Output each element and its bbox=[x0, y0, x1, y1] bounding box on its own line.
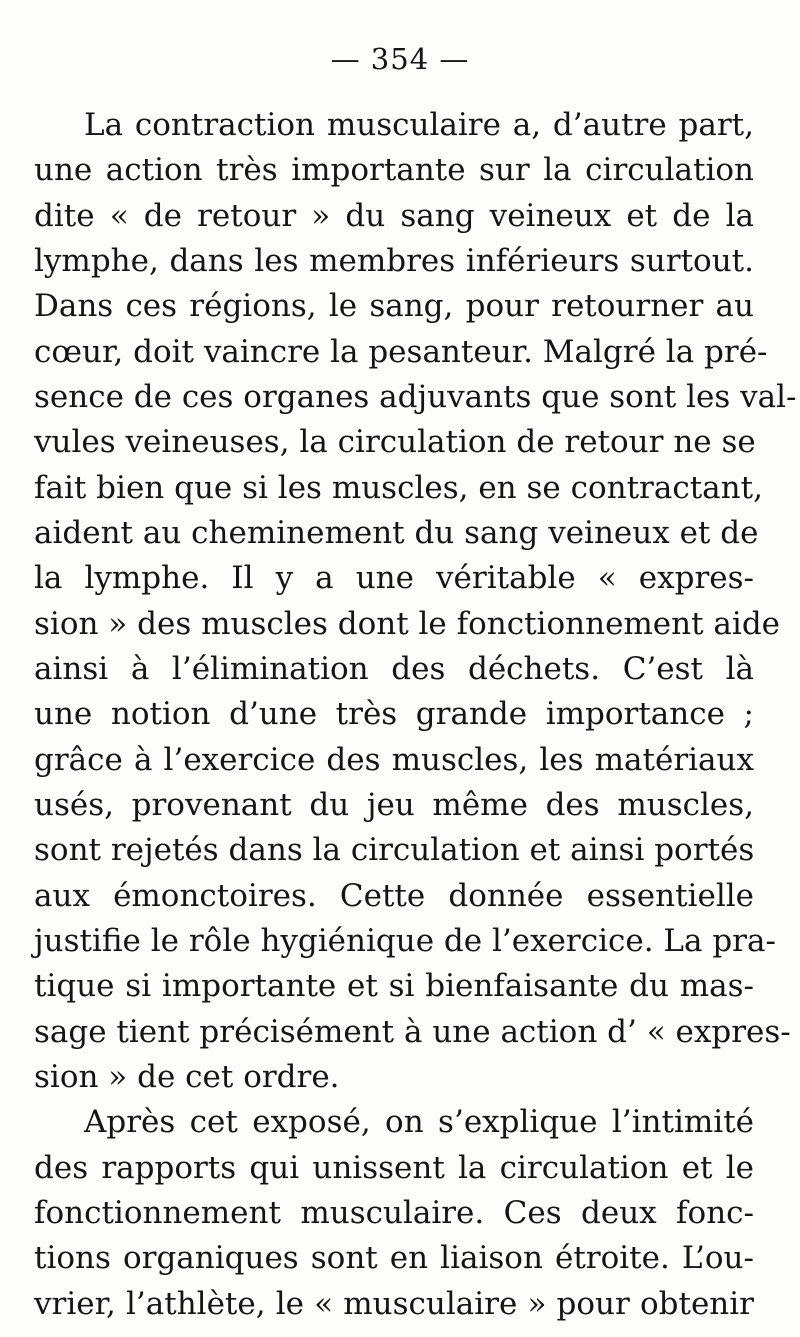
text-line: fait bien que si les muscles, en se contractant, bbox=[34, 470, 763, 506]
text-line: une action très importante sur la circulation bbox=[34, 152, 754, 188]
text-line: justifie le rôle hygiénique de l’exercice. La pra- bbox=[34, 923, 776, 959]
text-line: sion » des muscles dont le fonctionnement aide bbox=[34, 606, 781, 642]
text-line: vrier, l’athlète, le « musculaire » pour obtenir bbox=[34, 1286, 754, 1322]
text-line: aux émonctoires. Cette donnée essentielle bbox=[34, 878, 754, 914]
text-line: sont rejetés dans la circulation et ainsi portés bbox=[34, 832, 755, 868]
text-line: sion » de cet ordre. bbox=[34, 1059, 340, 1095]
text-line: fonctionnement musculaire. Ces deux fonc- bbox=[34, 1195, 754, 1231]
text-line: dite « de retour » du sang veineux et de la bbox=[34, 198, 754, 234]
text-line: tique si importante et si bienfaisante du mas- bbox=[34, 968, 754, 1004]
text-line: La contraction musculaire a, d’autre part, bbox=[84, 107, 754, 143]
text-line: aident au cheminement du sang veineux et de bbox=[34, 515, 759, 551]
text-line: Dans ces régions, le sang, pour retourner au bbox=[34, 288, 754, 324]
text-line: lymphe, dans les membres inférieurs surtout. bbox=[34, 243, 754, 279]
text-line: tions organiques sont en liaison étroite. L’ou- bbox=[34, 1240, 754, 1276]
text-line: la lymphe. Il y a une véritable « expres- bbox=[34, 560, 754, 596]
text-line: des rapports qui unissent la circulation et le bbox=[34, 1150, 754, 1186]
text-line: grâce à l’exercice des muscles, les matériaux bbox=[34, 742, 754, 778]
text-line: cœur, doit vaincre la pesanteur. Malgré la pré- bbox=[34, 334, 768, 370]
text-line: sage tient précisément à une action d’ « expres- bbox=[34, 1014, 791, 1050]
text-line: Après cet exposé, on s’explique l’intimité bbox=[84, 1104, 754, 1140]
text-line: une notion d’une très grande importance ; bbox=[34, 696, 754, 732]
text-line: usés, provenant du jeu même des muscles, bbox=[34, 787, 754, 823]
text-line: ainsi à l’élimination des déchets. C’est là bbox=[34, 651, 754, 687]
page-number: — 354 — bbox=[330, 42, 470, 76]
text-line: vules veineuses, la circulation de retour ne se bbox=[34, 424, 756, 460]
text-line: sence de ces organes adjuvants que sont les val- bbox=[34, 379, 797, 415]
